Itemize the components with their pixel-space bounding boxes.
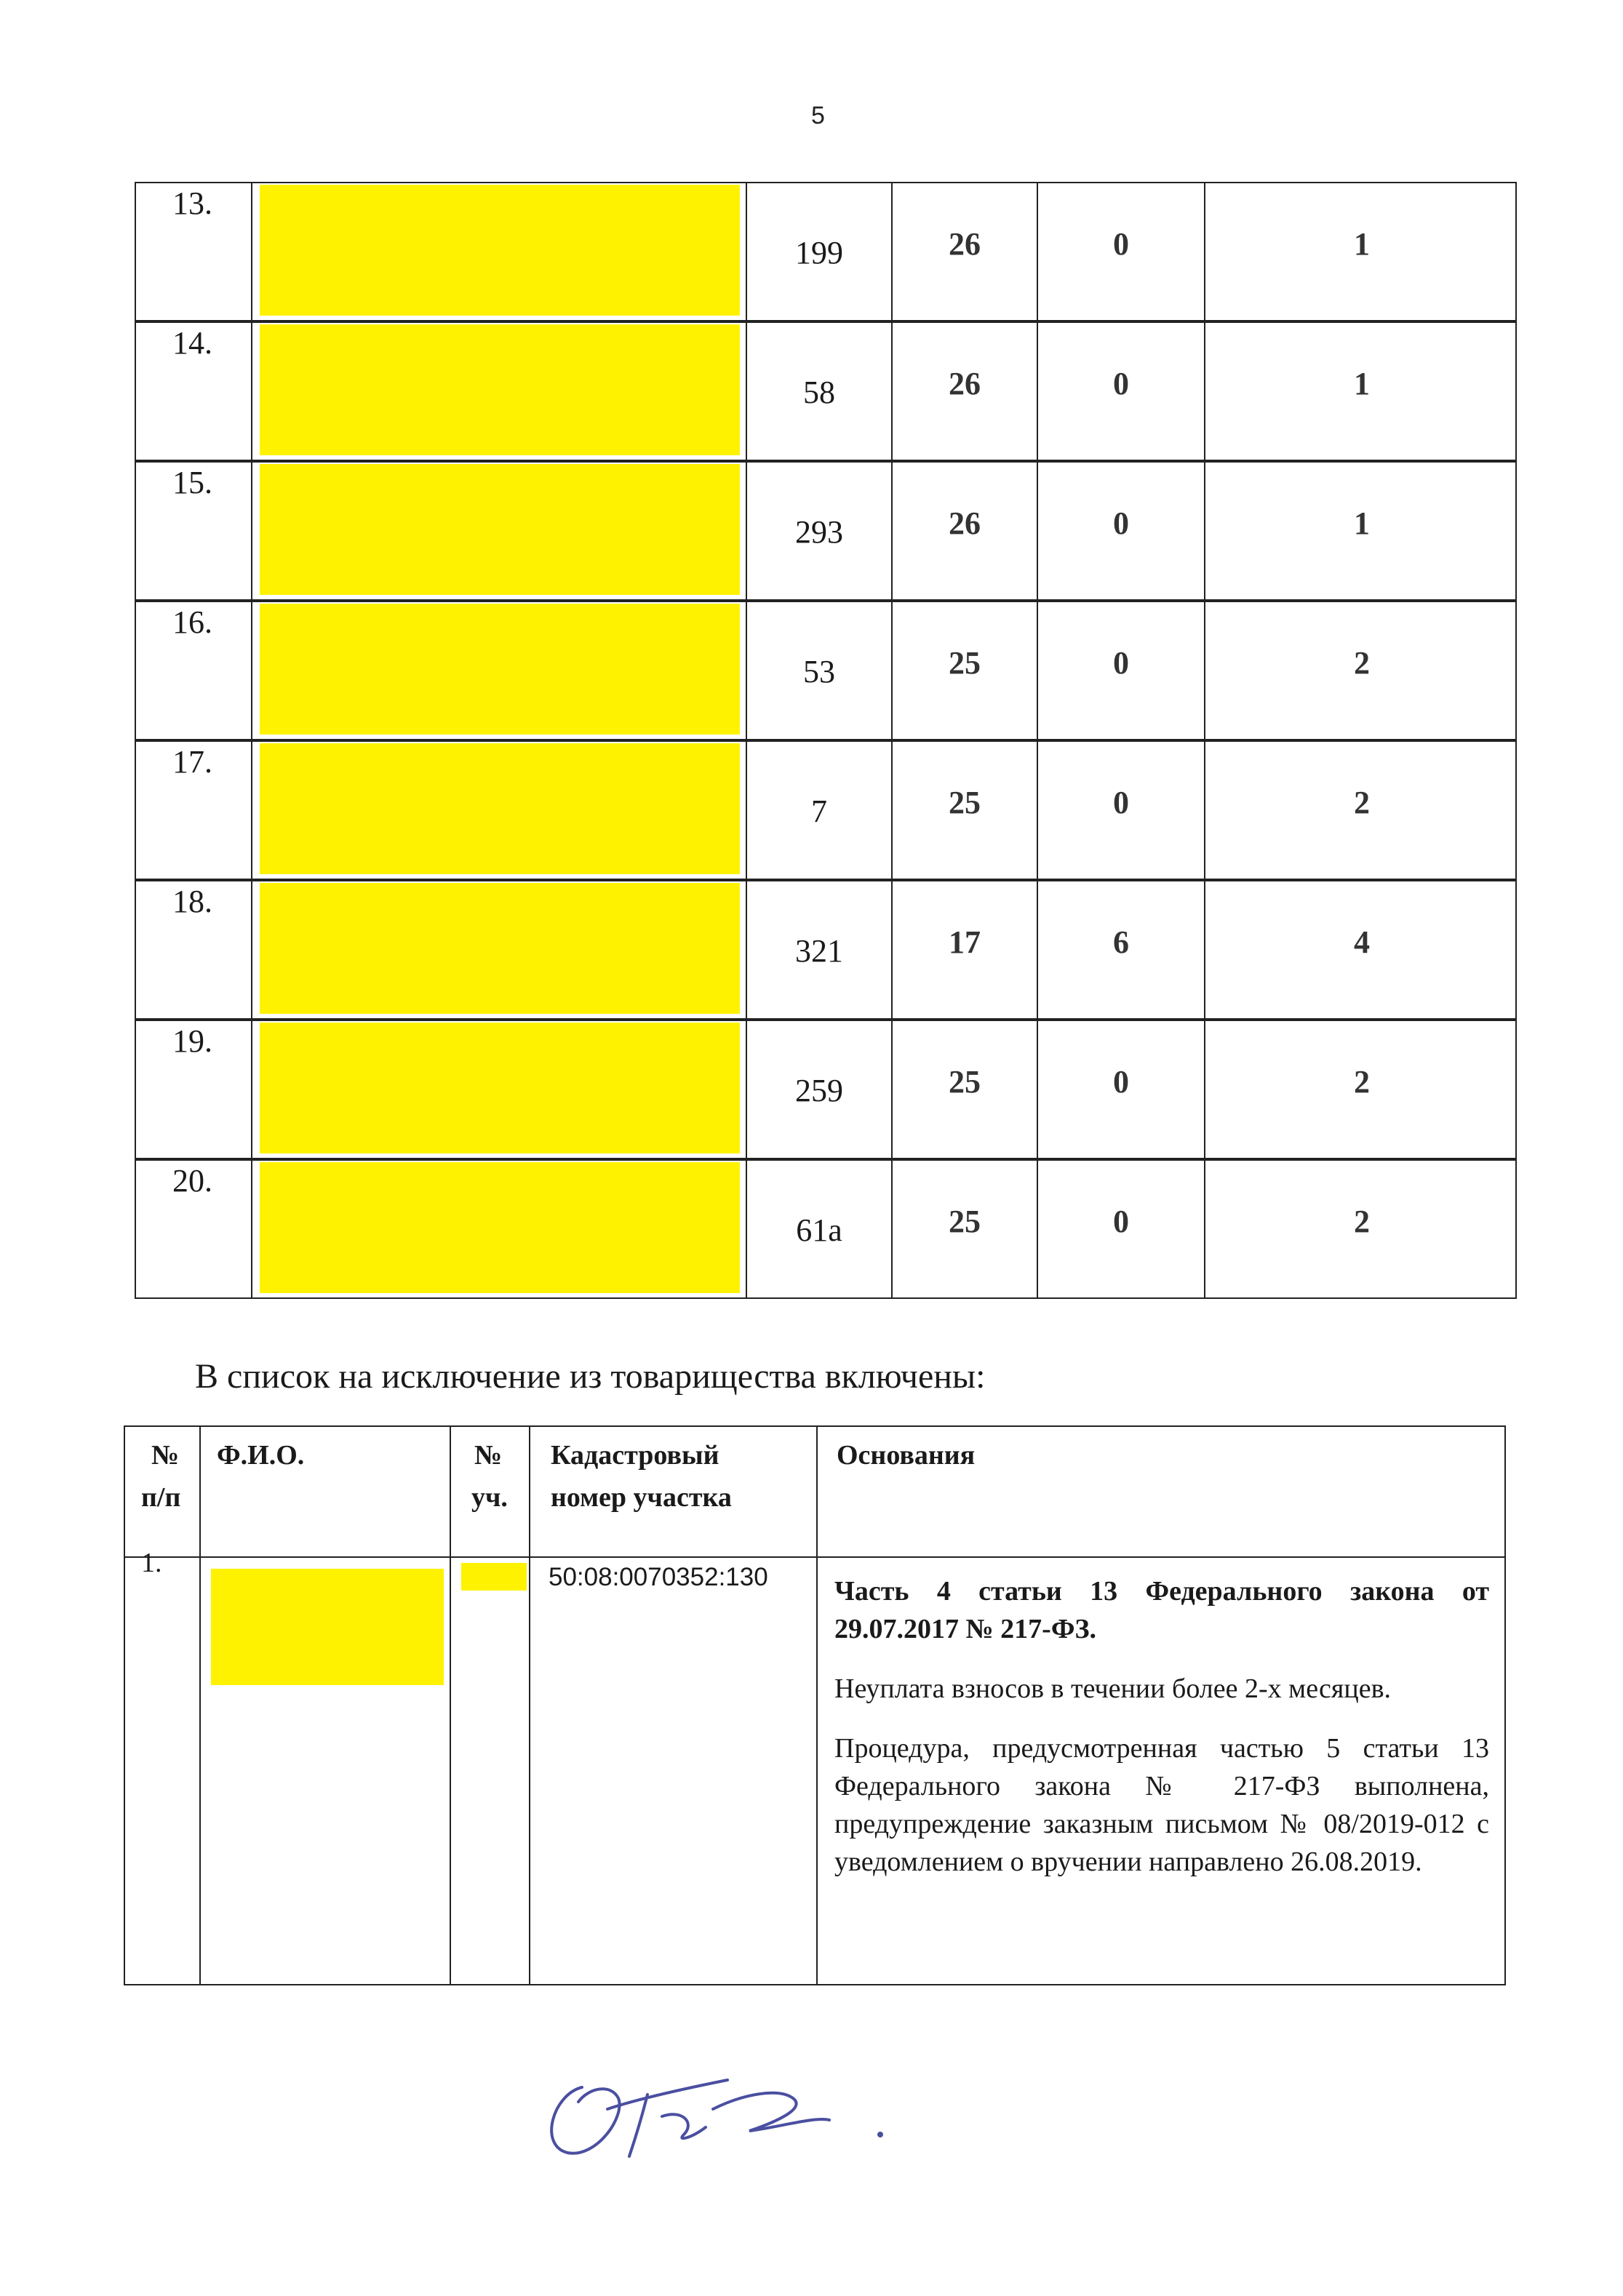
header-divider [125, 1556, 1504, 1558]
value-d: 2 [1354, 645, 1370, 681]
plot-number-cell [747, 742, 893, 879]
plot-number: 259 [795, 1073, 843, 1108]
plot-number-cell [747, 602, 893, 739]
value-b: 26 [949, 505, 981, 541]
main-table [135, 182, 1517, 1305]
header-plot-line1: № [474, 1440, 503, 1471]
row-number: 15. [172, 465, 212, 500]
row-number: 13. [172, 185, 212, 221]
value-cell-d [1205, 881, 1518, 1018]
redaction-block [461, 1563, 527, 1591]
value-cell-b [893, 1161, 1038, 1297]
value-cell-b [893, 1021, 1038, 1158]
row-number: 20. [172, 1163, 212, 1199]
header-num-line1: № [151, 1440, 180, 1471]
value-cell-c [1038, 742, 1205, 879]
value-cell-d [1205, 183, 1518, 320]
plot-number-cell [747, 881, 893, 1018]
value-d: 2 [1354, 785, 1370, 820]
value-d: 2 [1354, 1204, 1370, 1239]
value-cell-c [1038, 323, 1205, 460]
header-num-line2: п/п [141, 1482, 181, 1513]
cadastral-number: 50:08:0070352:130 [549, 1563, 768, 1591]
value-c: 0 [1113, 1204, 1129, 1239]
exclusion-caption: В список на исключение из товарищества включены: [195, 1357, 986, 1396]
row-number: 18. [172, 884, 212, 919]
value-cell-d [1205, 323, 1518, 460]
name-cell [252, 323, 747, 460]
exclusion-table [124, 1425, 1506, 1985]
value-b: 26 [949, 226, 981, 262]
value-cell-b [893, 463, 1038, 599]
value-c: 0 [1113, 645, 1129, 681]
redaction-block [260, 464, 740, 595]
value-cell-c [1038, 1161, 1205, 1297]
column-divider [450, 1427, 451, 1984]
redaction-block [260, 324, 740, 455]
value-c: 0 [1113, 1064, 1129, 1100]
value-c: 0 [1113, 226, 1129, 262]
value-cell-d [1205, 742, 1518, 879]
table-row [135, 601, 1517, 740]
column-divider [816, 1427, 818, 1984]
column-divider [199, 1427, 201, 1984]
value-cell-c [1038, 1021, 1205, 1158]
row-number-cell [136, 742, 252, 879]
row-number-cell [136, 183, 252, 320]
header-cadastral-line1: Кадастровый [551, 1440, 719, 1471]
table-row [135, 740, 1517, 880]
name-cell [252, 183, 747, 320]
row-number: 16. [172, 604, 212, 640]
name-cell [252, 463, 747, 599]
value-d: 1 [1354, 226, 1370, 262]
row-number-cell [136, 323, 252, 460]
name-cell [252, 881, 747, 1018]
redaction-block [260, 1023, 740, 1153]
redaction-block [260, 1162, 740, 1293]
value-c: 0 [1113, 785, 1129, 820]
value-d: 4 [1354, 924, 1370, 960]
value-cell-c [1038, 463, 1205, 599]
header-basis: Основания [837, 1440, 976, 1471]
value-b: 26 [949, 366, 981, 401]
plot-number-cell [747, 1161, 893, 1297]
redaction-block [260, 604, 740, 735]
value-cell-b [893, 183, 1038, 320]
plot-number: 58 [803, 375, 835, 410]
value-b: 25 [949, 1204, 981, 1239]
value-cell-d [1205, 463, 1518, 599]
plot-number: 321 [795, 933, 843, 969]
value-d: 1 [1354, 366, 1370, 401]
handwritten-signature [538, 2065, 917, 2167]
plot-number: 293 [795, 514, 843, 550]
value-c: 0 [1113, 366, 1129, 401]
value-cell-d [1205, 1021, 1518, 1158]
plot-number: 61a [796, 1212, 842, 1248]
name-cell [252, 602, 747, 739]
value-cell-c [1038, 183, 1205, 320]
row-number: 14. [172, 325, 212, 361]
value-b: 17 [949, 924, 981, 960]
plot-number-cell [747, 1021, 893, 1158]
value-cell-c [1038, 881, 1205, 1018]
row-number-cell [136, 1161, 252, 1297]
name-cell [252, 1021, 747, 1158]
row-number: 1. [141, 1548, 162, 1578]
header-fio: Ф.И.О. [217, 1440, 305, 1471]
value-cell-b [893, 602, 1038, 739]
table-row [135, 1159, 1517, 1299]
name-cell [252, 742, 747, 879]
plot-number: 7 [811, 793, 827, 829]
value-b: 25 [949, 1064, 981, 1100]
plot-number-cell [747, 183, 893, 320]
value-cell-b [893, 742, 1038, 879]
value-b: 25 [949, 645, 981, 681]
basis-cell [834, 1572, 1489, 1903]
row-number-cell [136, 463, 252, 599]
table-row [135, 321, 1517, 461]
table-row [135, 880, 1517, 1020]
value-d: 1 [1354, 505, 1370, 541]
value-cell-c [1038, 602, 1205, 739]
header-cadastral-line2: номер участка [551, 1482, 732, 1513]
value-c: 6 [1113, 924, 1129, 960]
table-row [135, 461, 1517, 601]
row-number-cell [136, 602, 252, 739]
name-cell [252, 1161, 747, 1297]
value-cell-d [1205, 602, 1518, 739]
plot-number-cell [747, 323, 893, 460]
page-number: 5 [811, 102, 825, 129]
redaction-block [260, 883, 740, 1014]
basis-law: Часть 4 статьи 13 Федерального закона от 29.07.2017 № 217-ФЗ. [834, 1576, 1489, 1644]
table-row [135, 182, 1517, 321]
plot-number-cell [747, 463, 893, 599]
row-number-cell [136, 1021, 252, 1158]
table-row [135, 1020, 1517, 1159]
value-c: 0 [1113, 505, 1129, 541]
value-cell-b [893, 881, 1038, 1018]
row-number: 17. [172, 744, 212, 780]
value-d: 2 [1354, 1064, 1370, 1100]
column-divider [529, 1427, 530, 1984]
plot-number: 53 [803, 654, 835, 689]
row-number-cell [136, 881, 252, 1018]
value-b: 25 [949, 785, 981, 820]
redaction-block [260, 185, 740, 316]
value-cell-b [893, 323, 1038, 460]
row-number: 19. [172, 1023, 212, 1059]
basis-reason: Неуплата взносов в течении более 2-х месяцев. [834, 1673, 1392, 1704]
basis-procedure: Процедура, предусмотренная частью 5 статьи 13 Федерального закона № 217-ФЗ выполнена, предупреждение заказным письмом № 08/2019-012 с уведомлением о вручении направлено 26.08.2019. [834, 1733, 1489, 1877]
redaction-block [260, 743, 740, 874]
redaction-block [211, 1569, 444, 1685]
header-plot-line2: уч. [471, 1482, 508, 1513]
plot-number: 199 [795, 235, 843, 271]
value-cell-d [1205, 1161, 1518, 1297]
